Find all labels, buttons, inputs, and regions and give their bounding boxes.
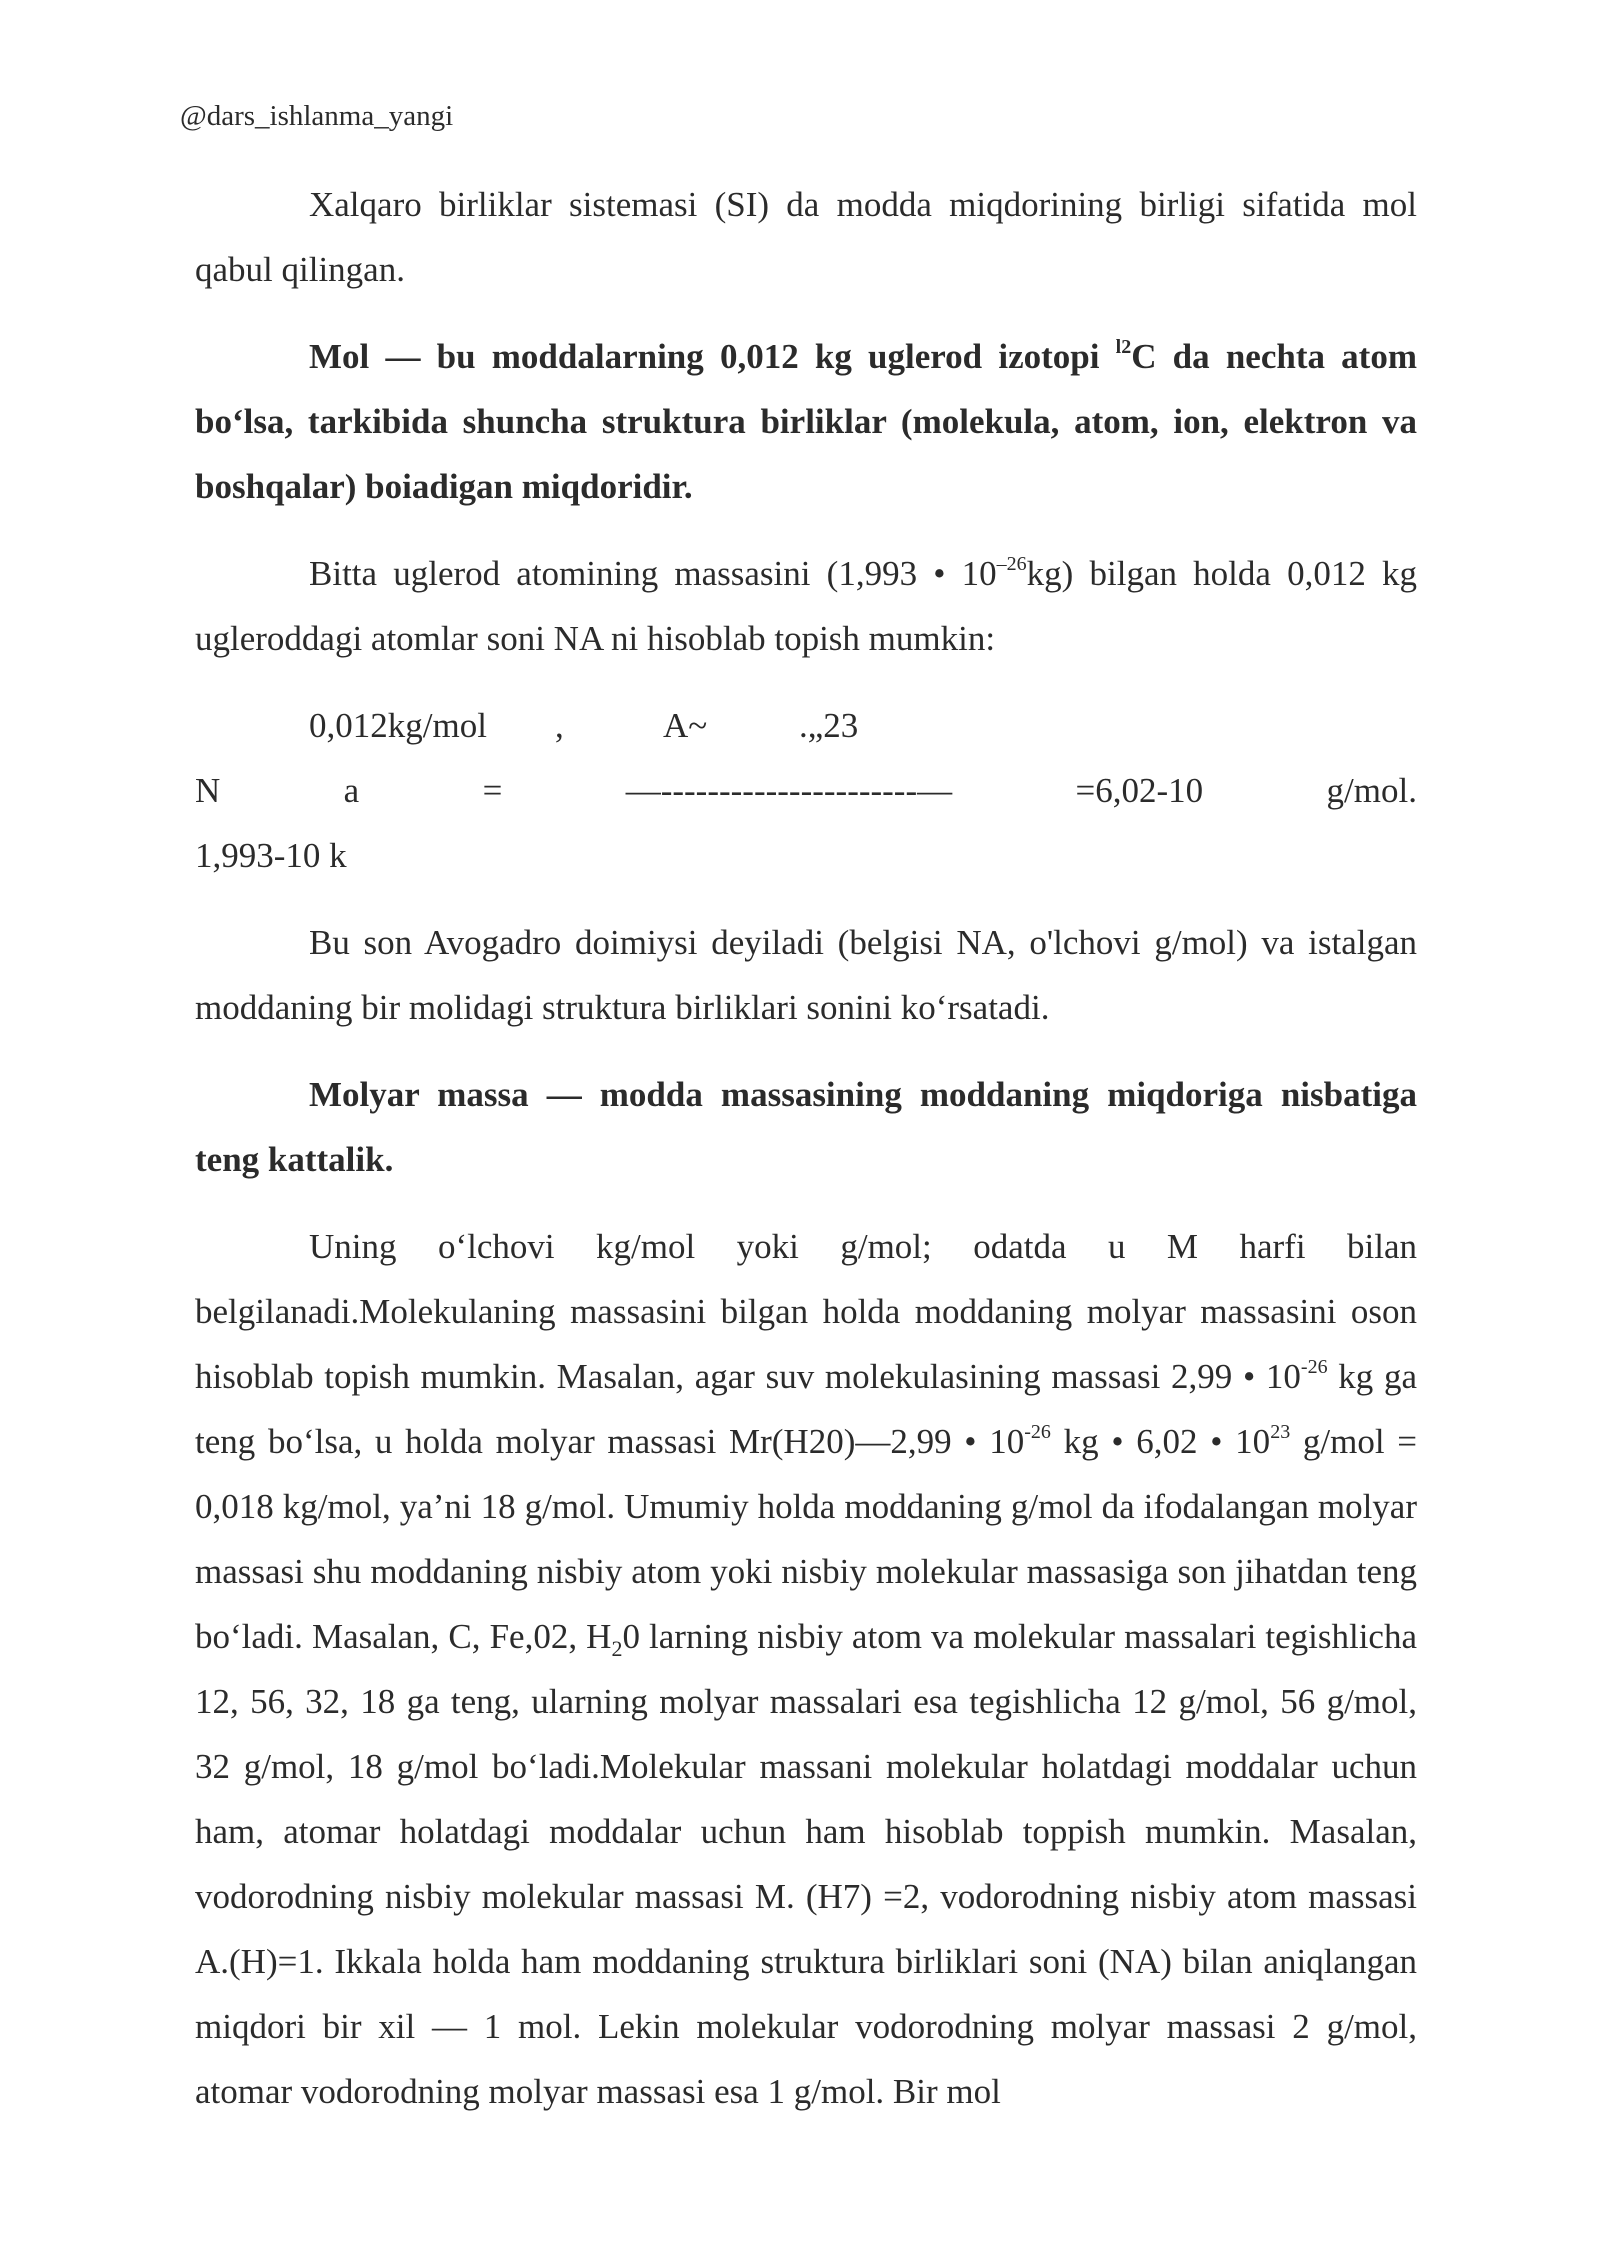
- paragraph-si-mol: [195, 172, 1417, 302]
- formula-fraction-bar: —----------------------—: [625, 771, 953, 810]
- exponent-superscript: -26: [1024, 1421, 1051, 1444]
- formula-denominator-row: [195, 823, 1417, 888]
- formula-n: N: [195, 771, 221, 810]
- formula-subscript: 2: [611, 1636, 623, 1661]
- document-body: [195, 172, 1417, 2146]
- paragraph-avogadro-constant: [195, 910, 1417, 1040]
- exponent-superscript: 23: [1270, 1421, 1291, 1444]
- avogadro-formula: [195, 693, 1417, 888]
- formula-denominator: 1,993-10 k: [195, 836, 347, 875]
- formula-subscript-a: a: [343, 771, 360, 810]
- channel-handle: @dars_ishlanma_yangi: [180, 100, 454, 132]
- formula-exponent: .„23: [799, 706, 859, 745]
- formula-equals: =: [482, 771, 503, 810]
- paragraph-text: Molyar massa — modda massasining moddaning miqdoriga nisbatiga teng kattalik.: [195, 1075, 1417, 1179]
- paragraph-text: Mol — bu moddalarning 0,012 kg uglerod izotopi: [309, 337, 1116, 376]
- paragraph-text: g/mol = 0,018 kg/mol, ya’ni 18 g/mol. Umumiy holda moddaning g/mol da ifodalangan molyar massasi shu moddaning nisbiy atom yoki nisbiy molekular massasiga son jihatdan teng bo‘ladi. Masalan, C, Fe,02, H: [195, 1422, 1417, 1656]
- paragraph-mol-definition: [195, 324, 1417, 519]
- paragraph-text: kg) bilgan holda 0,012 kg ugleroddagi atomlar soni NA ni hisoblab topish mumkin:: [195, 554, 1417, 658]
- paragraph-text: Bitta uglerod atomining massasini (1,993 • 10: [309, 554, 997, 593]
- paragraph-text: kg ga teng bo‘lsa, u holda molyar massasi Mr(H20)—2,99 • 10: [195, 1357, 1418, 1461]
- isotope-superscript: l2: [1115, 336, 1132, 359]
- formula-comma: ,: [555, 706, 564, 745]
- formula-a-tilde: A~: [663, 706, 708, 745]
- paragraph-text: Uning o‘lchovi kg/mol yoki g/mol; odatda u M harfi bilan belgilanadi.Molekulaning massasini bilgan holda moddaning molyar massasini oson hisoblab topish mumkin. Masalan, agar suv molekulasining massasi 2,99 • 10: [195, 1227, 1417, 1396]
- formula-numerator: 0,012kg/mol: [309, 706, 487, 745]
- paragraph-carbon-mass: [195, 541, 1417, 671]
- exponent-superscript: -26: [1300, 1356, 1328, 1379]
- paragraph-text: kg • 6,02 • 10: [1050, 1422, 1271, 1461]
- paragraph-text: 0 larning nisbiy atom va molekular massalari tegishlicha 12, 56, 32, 18 ga teng, ularning molyar massalari esa tegishlicha 12 g/mol, 56 g/mol, 32 g/mol, 18 g/mol bo‘ladi.Molekular massani molekular holatdagi moddalar uchun ham, atomar holatdagi moddalar uchun ham hisoblab toppish mumkin. Masalan, vodorodning nisbiy molekular massasi M. (H7) =2, vodorodning nisbiy atom massasi A.(H)=1. Ikkala holda ham moddaning struktura birliklari soni (NA) bilan aniqlangan miqdori bir xil — 1 mol. Lekin molekular vodorodning molyar massasi 2 g/mol, atomar vodorodning molyar massasi esa 1 g/mol. Bir mol: [195, 1617, 1418, 2111]
- formula-numerator-row: [195, 693, 1417, 758]
- formula-result: =6,02-10: [1075, 771, 1204, 810]
- paragraph-text: C da nechta atom bo‘lsa, tarkibida shuncha struktura birliklar (molekula, atom, ion, elektron va boshqalar) boiadigan miqdoridir.: [195, 337, 1417, 506]
- paragraph-text: Xalqaro birliklar sistemasi (SI) da modda miqdorining birligi sifatida mol qabul qilingan.: [195, 185, 1417, 289]
- formula-unit: g/mol.: [1326, 771, 1417, 810]
- paragraph-text: Bu son Avogadro doimiysi deyiladi (belgisi NA, o'lchovi g/mol) va istalgan moddaning bir molidagi struktura birliklari sonini ko‘rsatadi.: [195, 923, 1417, 1027]
- formula-main-row: [195, 758, 1417, 823]
- paragraph-molar-mass-details: [195, 1214, 1417, 2124]
- exponent-superscript: –26: [996, 553, 1027, 576]
- paragraph-molar-mass-definition: [195, 1062, 1417, 1192]
